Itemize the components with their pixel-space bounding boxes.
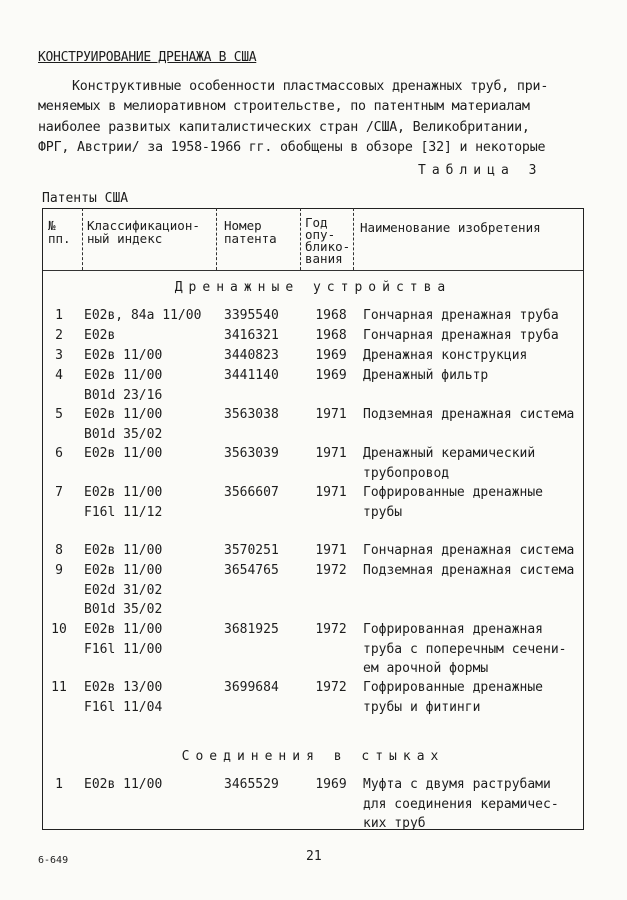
- header-index: Классификацион- ный индекс: [87, 218, 200, 246]
- invention-name: Подземная дренажная система: [363, 407, 575, 422]
- patent-number: 3440823: [224, 348, 279, 363]
- invention-name: Гончарная дренажная труба: [363, 308, 559, 323]
- row-number: 2: [55, 328, 63, 343]
- invention-name: Дренажный керамический трубопровод: [363, 446, 536, 481]
- patent-number: 3441140: [224, 368, 279, 383]
- invention-name: Дренажная конструкция: [363, 348, 528, 363]
- classification-index: Е02в 13/00 F16l 11/04: [84, 680, 163, 715]
- column-divider: [216, 208, 217, 270]
- invention-name: Гофрированная дренажная труба с поперечным сечени- ем арочной формы: [363, 622, 567, 676]
- table-caption: Таблица 3: [418, 163, 543, 178]
- classification-index: Е02в 11/00 В01d 23/16: [84, 368, 163, 403]
- invention-name: Муфта с двумя раструбами для соединения керамичес- ких труб: [363, 777, 559, 831]
- paragraph-line: меняемых в мелиоративном строительстве, по патентным материалам: [38, 99, 530, 114]
- row-number: 10: [51, 622, 67, 637]
- publication-year: 1968: [315, 308, 347, 323]
- publication-year: 1971: [315, 543, 347, 558]
- patent-number: 3563039: [224, 446, 279, 461]
- invention-name: Гофрированные дренажные трубы: [363, 485, 544, 520]
- row-number: 1: [55, 308, 63, 323]
- patent-number: 3654765: [224, 563, 279, 578]
- publication-year: 1971: [315, 446, 347, 461]
- patent-number: 3566607: [224, 485, 279, 500]
- publication-year: 1968: [315, 328, 347, 343]
- patent-number: 3681925: [224, 622, 279, 637]
- classification-index: Е02в 11/00: [84, 446, 163, 461]
- header-name: Наименование изобретения: [360, 220, 541, 235]
- publication-year: 1969: [315, 777, 347, 792]
- header-year: Год опу- блико- вания: [305, 215, 351, 266]
- invention-name: Гончарная дренажная труба: [363, 328, 559, 343]
- publication-year: 1972: [315, 622, 347, 637]
- patent-number: 3416321: [224, 328, 279, 343]
- classification-index: Е02в 11/00 F16l 11/12: [84, 485, 163, 520]
- classification-index: Е02в, 84а 11/00: [84, 308, 202, 323]
- publication-year: 1971: [315, 407, 347, 422]
- footer-code: 6-649: [38, 855, 69, 866]
- table-subtitle: Патенты США: [42, 191, 129, 206]
- classification-index: Е02в 11/00 F16l 11/00: [84, 622, 163, 657]
- patent-number: 3699684: [224, 680, 279, 695]
- invention-name: Гофрированные дренажные трубы и фитинги: [363, 680, 544, 715]
- patent-number: 3563038: [224, 407, 279, 422]
- row-number: 7: [55, 485, 63, 500]
- publication-year: 1969: [315, 348, 347, 363]
- patent-number: 3465529: [224, 777, 279, 792]
- publication-year: 1971: [315, 485, 347, 500]
- classification-index: Е02в 11/00: [84, 348, 163, 363]
- patent-number: 3395540: [224, 308, 279, 323]
- row-number: 9: [55, 563, 63, 578]
- invention-name: Гончарная дренажная система: [363, 543, 575, 558]
- classification-index: Е02в 11/00: [84, 543, 163, 558]
- classification-index: Е02в 11/00: [84, 777, 163, 792]
- header-patent: Номер патента: [224, 218, 277, 246]
- classification-index: Е02в 11/00 В01d 35/02: [84, 407, 163, 442]
- header-num: № пп.: [48, 218, 71, 246]
- column-divider: [300, 208, 301, 270]
- header-separator: [43, 270, 583, 271]
- column-divider: [353, 208, 354, 270]
- row-number: 6: [55, 446, 63, 461]
- column-divider: [82, 208, 83, 270]
- row-number: 3: [55, 348, 63, 363]
- invention-name: Подземная дренажная система: [363, 563, 575, 578]
- invention-name: Дренажный фильтр: [363, 368, 489, 383]
- section-title: Соединения в стыках: [181, 749, 445, 764]
- row-number: 11: [51, 680, 67, 695]
- page-number: 21: [306, 849, 322, 864]
- row-number: 8: [55, 543, 63, 558]
- paragraph-line: наиболее развитых капиталистических стран /США, Великобритании,: [38, 120, 530, 135]
- patent-number: 3570251: [224, 543, 279, 558]
- publication-year: 1972: [315, 563, 347, 578]
- classification-index: Е02в 11/00 Е02d 31/02 В01d 35/02: [84, 563, 163, 617]
- row-number: 5: [55, 407, 63, 422]
- row-number: 4: [55, 368, 63, 383]
- publication-year: 1969: [315, 368, 347, 383]
- section-title: Дренажные устройства: [174, 280, 452, 295]
- classification-index: Е02в: [84, 328, 116, 343]
- row-number: 1: [55, 777, 63, 792]
- page-heading: КОНСТРУИРОВАНИЕ ДРЕНАЖА В США: [38, 50, 257, 65]
- paragraph-line: ФРГ, Австрии/ за 1958-1966 гг. обобщены в обзоре [32] и некоторые: [38, 140, 546, 155]
- publication-year: 1972: [315, 680, 347, 695]
- paragraph-line: Конструктивные особенности пластмассовых дренажных труб, при-: [72, 79, 549, 94]
